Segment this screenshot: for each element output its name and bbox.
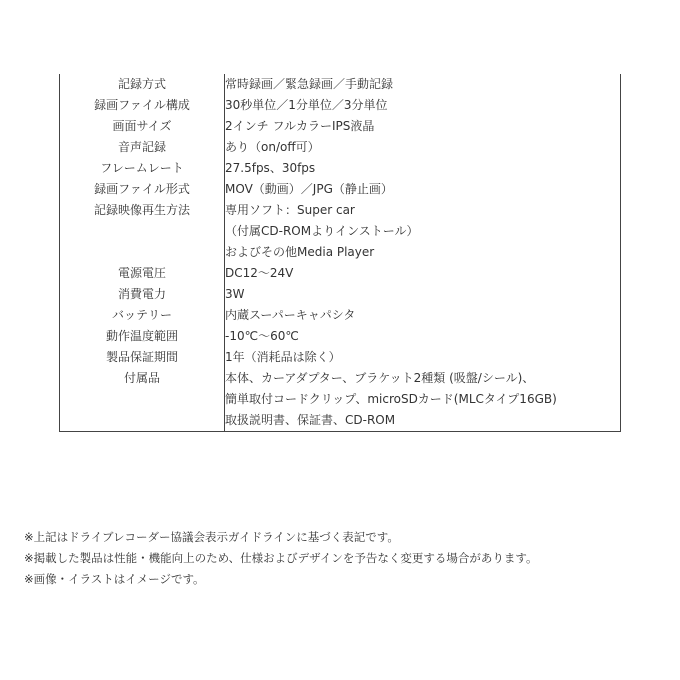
spec-label: 付属品 (123, 371, 160, 385)
spec-value-line: （付属CD-ROMよりインストール） (225, 224, 419, 238)
spec-row (60, 179, 621, 200)
spec-row (60, 74, 621, 95)
spec-row (60, 368, 621, 432)
spec-label: フレームレート (100, 161, 184, 175)
spec-label: 電源電圧 (117, 266, 166, 280)
spec-label: 画面サイズ (112, 119, 172, 133)
spec-value-line: DC12～24V (225, 266, 294, 280)
spec-label-cell (60, 74, 225, 95)
spec-row (60, 200, 621, 263)
spec-value-line: 簡単取付コードクリップ、microSDカード(MLCタイプ16GB) (225, 392, 557, 406)
spec-value-cell (225, 305, 621, 326)
note-spec-change: ※掲載した製品は性能・機能向上のため、仕様およびデザインを予告なく変更する場合があります。 (24, 551, 538, 565)
spec-label-cell (60, 326, 225, 347)
spec-value-cell (225, 116, 621, 137)
spec-value-line: MOV（動画）／JPG（静止画） (225, 182, 393, 196)
spec-value-line: あり（on/off可） (225, 140, 320, 154)
spec-label-cell (60, 179, 225, 200)
spec-table (59, 74, 621, 432)
spec-value-cell (225, 200, 621, 263)
spec-value-line: 専用ソフト：Super car (225, 203, 355, 217)
spec-value-line: 2インチ フルカラーIPS液晶 (225, 119, 375, 133)
spec-table-wrapper (59, 74, 621, 432)
spec-label: 記録映像再生方法 (93, 203, 190, 217)
spec-value-line: -10℃～60℃ (225, 329, 299, 343)
spec-label: 音声記録 (117, 140, 166, 154)
spec-value-cell (225, 137, 621, 158)
spec-label: 製品保証期間 (105, 350, 178, 364)
spec-value-cell (225, 347, 621, 368)
spec-row (60, 158, 621, 179)
spec-value-line: 本体、カーアダプター、ブラケット2種類 (吸盤/シール)、 (225, 371, 535, 385)
note-guideline: ※上記はドライブレコーダー協議会表示ガイドラインに基づく表記です。 (24, 530, 399, 544)
spec-label-cell (60, 137, 225, 158)
spec-label-cell (60, 95, 225, 116)
spec-value-line: 1年（消耗品は除く） (225, 350, 341, 364)
spec-row (60, 95, 621, 116)
spec-value-cell (225, 95, 621, 116)
spec-value-line: 内蔵スーパーキャパシタ (225, 308, 356, 322)
spec-label-cell (60, 368, 225, 432)
spec-row (60, 305, 621, 326)
spec-value-line: およびその他Media Player (225, 245, 375, 259)
spec-value-line: 3W (225, 287, 245, 301)
spec-label-cell (60, 200, 225, 263)
spec-value-cell (225, 158, 621, 179)
spec-label: 消費電力 (117, 287, 166, 301)
spec-label: バッテリー (111, 308, 172, 322)
spec-value-cell (225, 74, 621, 95)
spec-table-body (60, 74, 621, 432)
spec-row (60, 326, 621, 347)
spec-value-line: 30秒単位／1分単位／3分単位 (225, 98, 388, 112)
spec-label: 録画ファイル構成 (94, 98, 190, 112)
spec-row (60, 137, 621, 158)
spec-value-line: 27.5fps、30fps (225, 161, 316, 175)
spec-value-cell (225, 263, 621, 284)
spec-label-cell (60, 305, 225, 326)
spec-label-cell (60, 347, 225, 368)
spec-value-cell (225, 326, 621, 347)
spec-label-cell (60, 284, 225, 305)
spec-label-cell (60, 158, 225, 179)
spec-row (60, 284, 621, 305)
spec-row (60, 347, 621, 368)
spec-label: 記録方式 (117, 77, 166, 91)
spec-value-line: 常時録画／緊急録画／手動記録 (225, 77, 394, 91)
note-image: ※画像・イラストはイメージです。 (24, 572, 205, 586)
spec-row (60, 116, 621, 137)
notes-section (24, 527, 537, 590)
spec-label-cell (60, 263, 225, 284)
spec-value-cell (225, 368, 621, 432)
spec-label-cell (60, 116, 225, 137)
spec-label: 動作温度範囲 (105, 329, 178, 343)
spec-value-cell (225, 284, 621, 305)
spec-value-line: 取扱説明書、保証書、CD-ROM (225, 413, 396, 427)
spec-row (60, 263, 621, 284)
spec-label: 録画ファイル形式 (94, 182, 190, 196)
spec-value-cell (225, 179, 621, 200)
